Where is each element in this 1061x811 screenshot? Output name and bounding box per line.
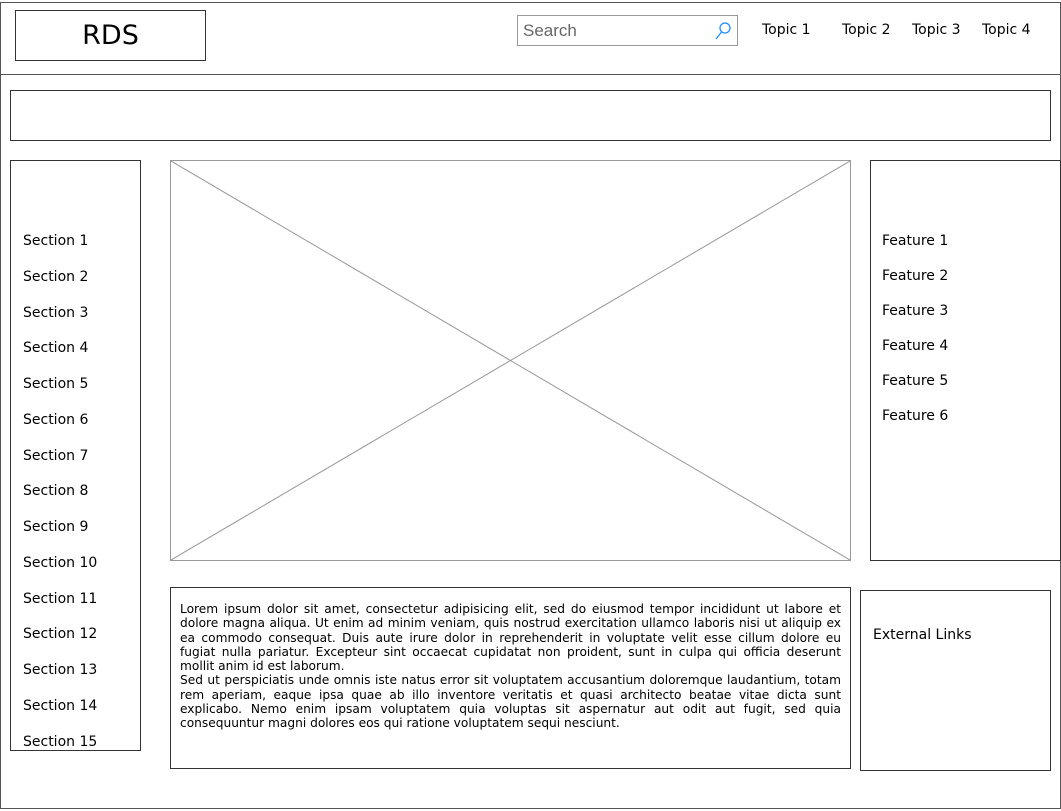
sidebar-item-section-13[interactable]: Section 13 <box>23 662 98 678</box>
sidebar-item-section-10[interactable]: Section 10 <box>23 554 98 571</box>
nav-topic-2[interactable]: Topic 2 <box>842 22 891 38</box>
external-links-label[interactable]: External Links <box>873 627 972 643</box>
sidebar-item-section-8[interactable]: Section 8 <box>23 483 89 500</box>
logo-text: RDS <box>82 20 139 51</box>
sidebar-item-section-2[interactable]: Section 2 <box>23 268 89 285</box>
logo[interactable] <box>15 10 206 61</box>
feature-item-4[interactable]: Feature 4 <box>882 338 949 354</box>
content-text <box>170 587 851 769</box>
sidebar-item-section-3[interactable]: Section 3 <box>23 304 89 321</box>
nav-topic-4[interactable]: Topic 4 <box>982 22 1031 38</box>
feature-item-2[interactable]: Feature 2 <box>882 268 949 284</box>
paragraph-1: Lorem ipsum dolor sit amet, consectetur adipisicing elit, sed do eiusmod tempor incididunt ut labore et dolore magna aliqua. Ut enim ad minim veniam, quis nostrud exercitation ullamco laboris nisi ut aliquip ex ea commodo consequat. Duis aute irure dolor in reprehenderit in voluptate velit esse cillum dolore eu fugiat nulla pariatur. Excepteur sint occaecat cupidatat non proident, sunt in culpa qui officia deserunt mollit anim id est laborum. <box>180 602 841 674</box>
search-icon[interactable] <box>714 21 732 41</box>
nav-topic-1[interactable]: Topic 1 <box>762 22 811 38</box>
sidebar-item-section-4[interactable]: Section 4 <box>23 340 89 357</box>
feature-item-6[interactable]: Feature 6 <box>882 408 949 424</box>
external-links-panel <box>860 590 1051 771</box>
paragraph-2: Sed ut perspiciatis unde omnis iste natus error sit voluptatem accusantium doloremque laudantium, totam rem aperiam, eaque ipsa quae ab illo inventore veritatis et quasi architecto beatae vitae dicta sunt explicabo. Nemo enim ipsam voluptatem quia voluptas sit aspernatur aut odit aut fugit, sed quia consequuntur magni dolores eos qui ratione voluptatem sequi nesciunt. <box>180 673 841 731</box>
feature-item-1[interactable]: Feature 1 <box>882 233 949 249</box>
sidebar-item-section-11[interactable]: Section 11 <box>23 590 98 607</box>
features-panel <box>870 160 1061 561</box>
sidebar-item-section-1[interactable]: Section 1 <box>23 233 89 249</box>
sidebar-item-section-12[interactable]: Section 12 <box>23 626 98 643</box>
sidebar-item-section-9[interactable]: Section 9 <box>23 519 89 535</box>
sidebar-item-section-5[interactable]: Section 5 <box>23 376 89 392</box>
sidebar <box>10 160 141 751</box>
sidebar-item-section-14[interactable]: Section 14 <box>23 697 98 714</box>
nav-topic-3[interactable]: Topic 3 <box>912 22 961 38</box>
sidebar-item-section-15[interactable]: Section 15 <box>23 733 98 750</box>
sidebar-item-section-6[interactable]: Section 6 <box>23 411 89 428</box>
image-placeholder-cross <box>171 161 850 560</box>
search-box[interactable] <box>517 15 738 46</box>
feature-item-5[interactable]: Feature 5 <box>882 373 949 389</box>
sidebar-item-section-7[interactable]: Section 7 <box>23 447 89 464</box>
search-input[interactable] <box>523 21 708 41</box>
header-divider <box>0 74 1061 75</box>
banner <box>10 90 1051 141</box>
image-placeholder <box>170 160 851 561</box>
feature-item-3[interactable]: Feature 3 <box>882 303 949 319</box>
